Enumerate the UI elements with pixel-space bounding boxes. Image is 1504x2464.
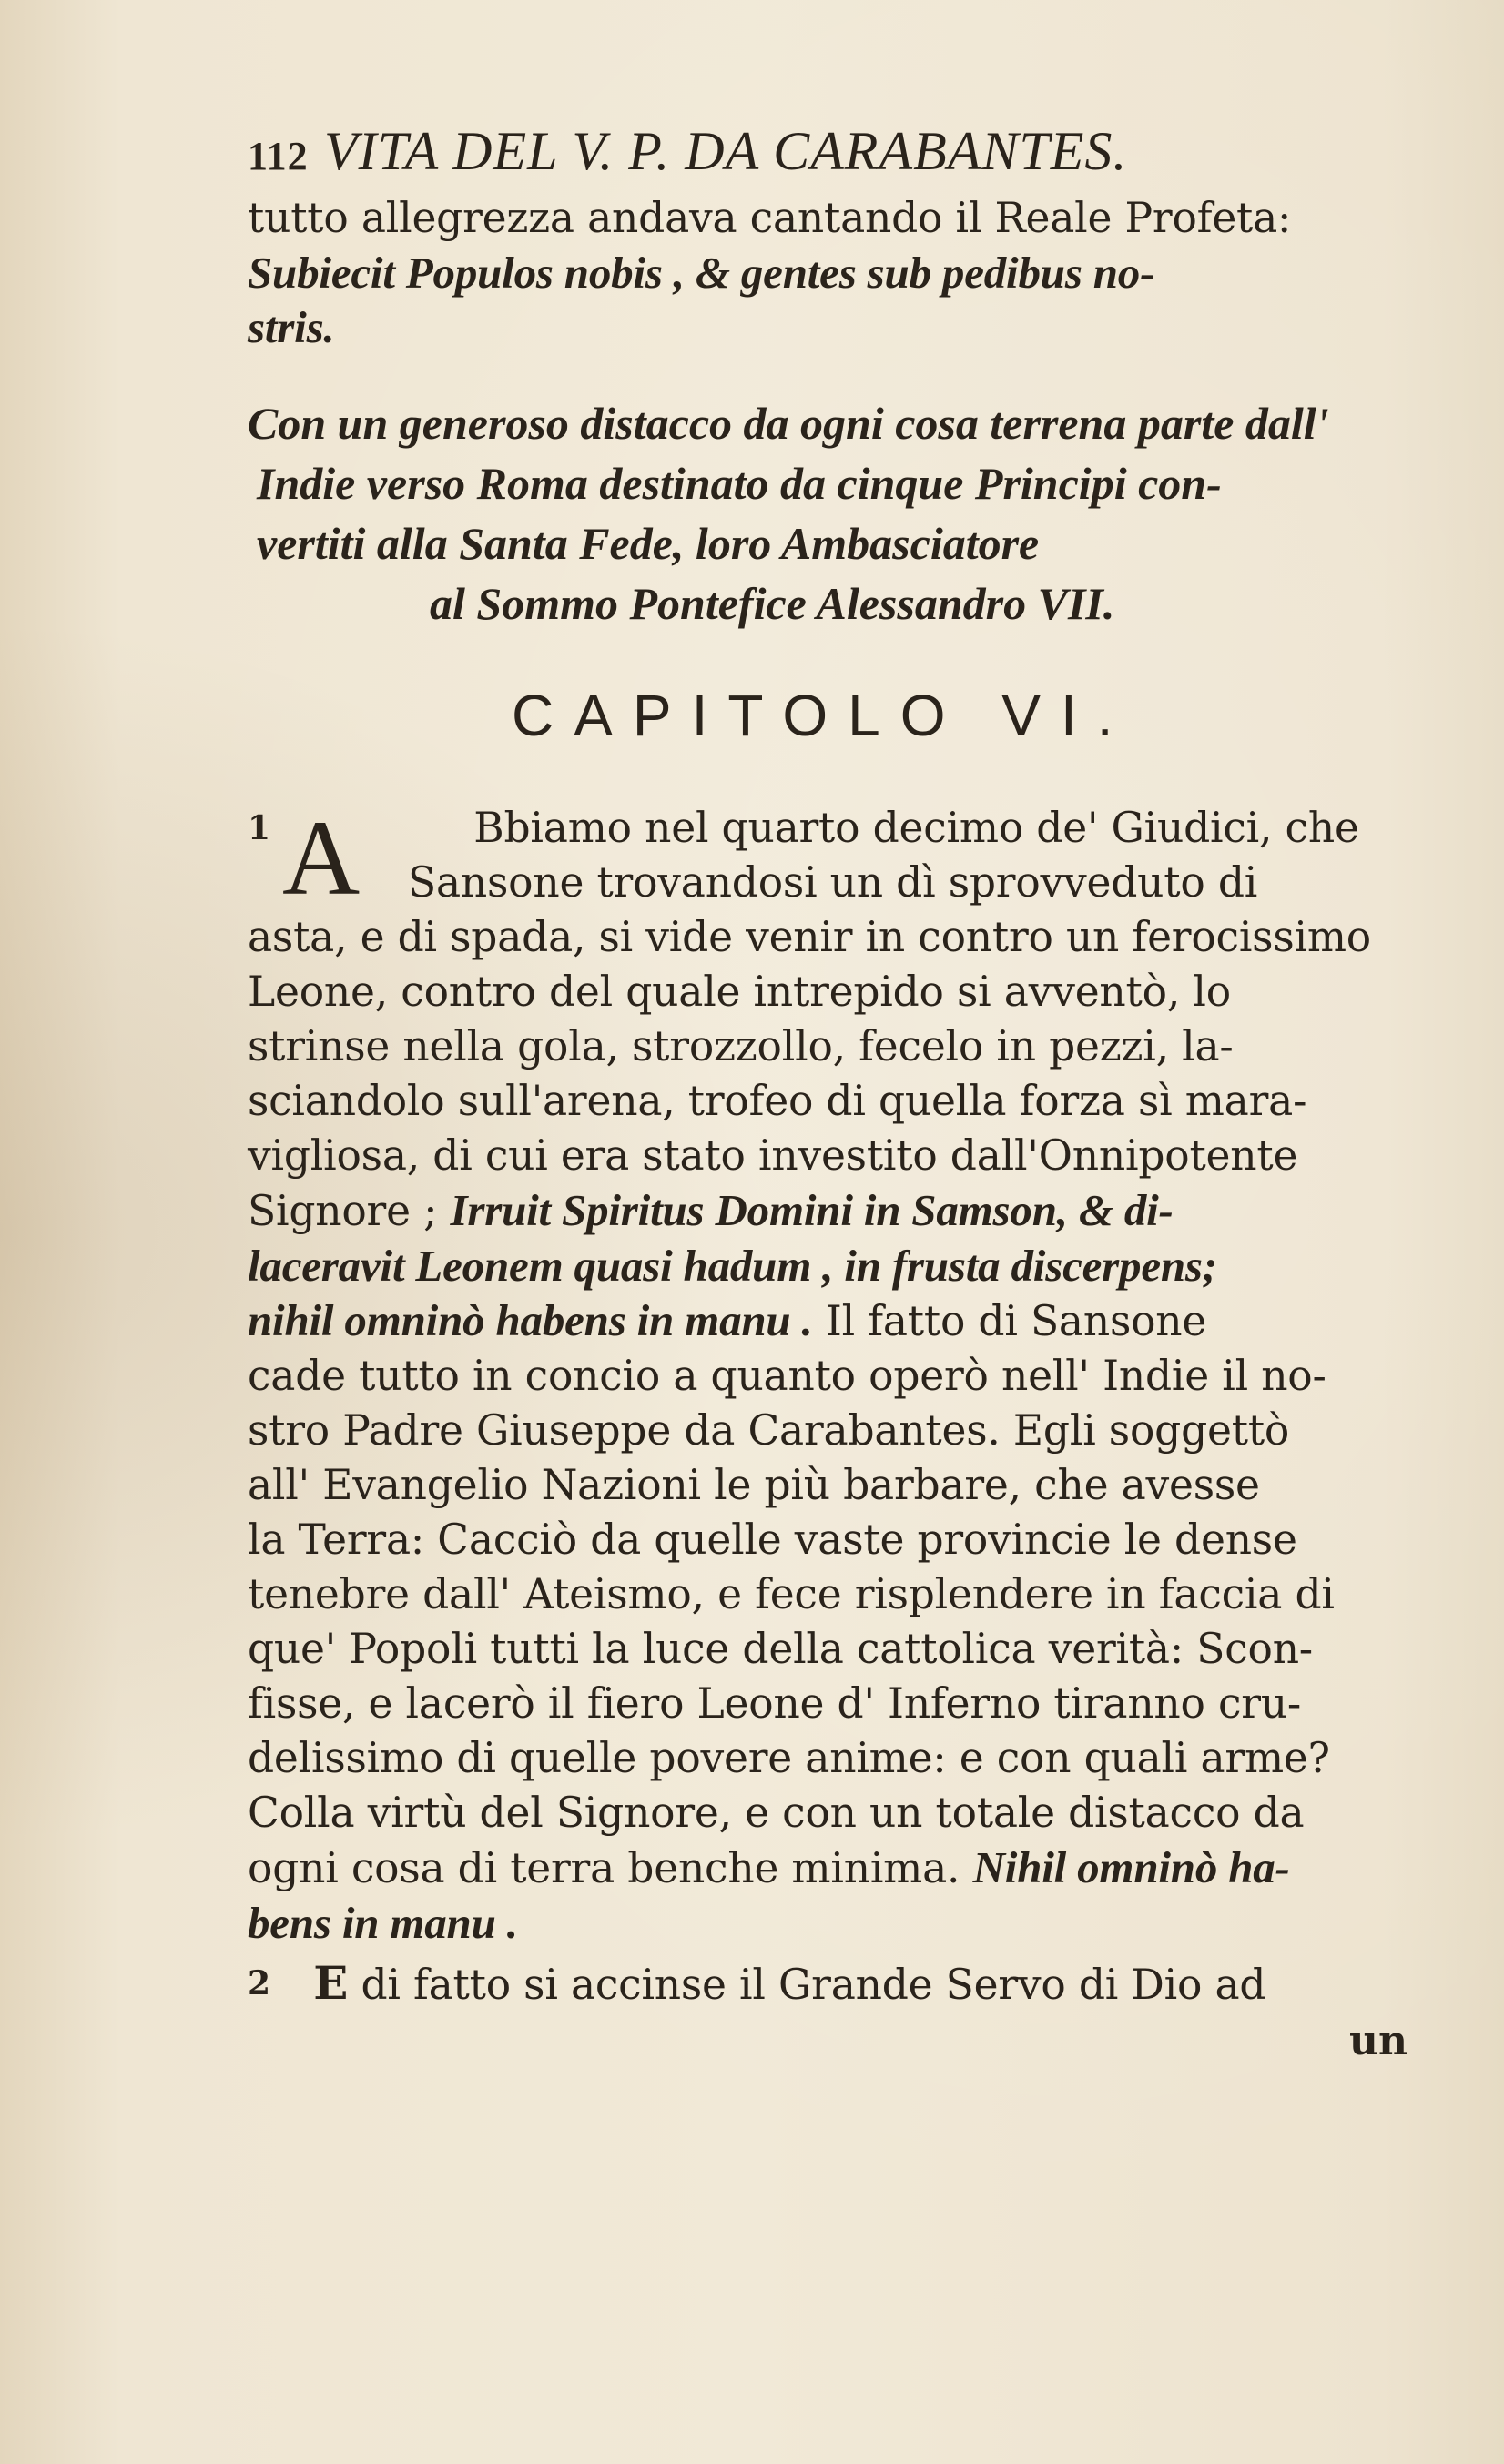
latin-quote-line: bens in manu .: [248, 1898, 518, 1948]
latin-quote: Nihil omninò ha-: [972, 1842, 1290, 1892]
paragraph-1: [248, 798, 1486, 1951]
text-line: Leone, contro del quale intrepido si avventò, lo: [248, 968, 1231, 1016]
paragraph-number: 1: [248, 809, 270, 847]
paragraph-number: 2: [248, 1964, 270, 2003]
argument-line: vertiti alla Santa Fede, loro Ambasciatore: [257, 518, 1040, 569]
argument-line: al Sommo Pontefice Alessandro VII.: [430, 578, 1115, 629]
drop-cap: A: [282, 798, 361, 918]
text-line: delissimo di quelle povere anime: e con quali arme?: [248, 1734, 1330, 1782]
initial-letter: E: [313, 1956, 349, 2010]
text-span: di fatto si accinse il Grande Servo di Dio ad: [361, 1961, 1266, 2009]
text-line: asta, e di spada, si vide venir in contro un ferocissimo: [248, 913, 1371, 961]
text-line: sciandolo sull'arena, trofeo di quella forza sì mara-: [248, 1077, 1307, 1125]
argument-line: Indie verso Roma destinato da cinque Principi con-: [257, 458, 1222, 509]
page-number: 112: [248, 134, 309, 178]
text-line: [248, 1183, 1486, 1239]
text-line: Sansone trovandosi un dì sprovveduto di: [408, 858, 1258, 907]
chapter-argument: [248, 393, 1486, 634]
text-line: cade tutto in concio a quanto operò nell' Indie il no-: [248, 1352, 1326, 1400]
chapter-heading: CAPITOLO VI.: [512, 683, 1133, 748]
catchword: un: [1349, 2018, 1407, 2064]
latin-quote-line: stris.: [248, 302, 335, 352]
latin-quote: Irruit Spiritus Domini in Samson, & di-: [450, 1185, 1174, 1235]
text-line: [248, 1840, 1486, 1896]
text-span: ogni cosa di terra benche minima.: [248, 1844, 960, 1892]
text-line: fisse, e lacerò il fiero Leone d' Inferno tiranno cru-: [248, 1679, 1302, 1728]
latin-quote-line: Subiecit Populos nobis , & gentes sub pedibus no-: [248, 248, 1155, 298]
text-line: Colla virtù del Signore, e con un totale distacco da: [248, 1789, 1305, 1837]
text-span: Bbiamo nel quarto decimo de' Giudici, che: [473, 804, 1359, 852]
text-line: tenebre dall' Ateismo, e fece risplendere in faccia di: [248, 1570, 1335, 1618]
latin-quote: nihil omninò habens in manu .: [248, 1295, 813, 1345]
text-span: Il fatto di Sansone: [825, 1297, 1207, 1345]
running-head: [248, 117, 1486, 191]
text-line: la Terra: Cacciò da quelle vaste provincie le dense: [248, 1516, 1297, 1564]
text-span: Signore ;: [248, 1187, 438, 1235]
text-block: [248, 117, 1486, 2069]
text-line: strinse nella gola, strozzollo, fecelo in pezzi, la-: [248, 1022, 1234, 1070]
text-line: [248, 1293, 1486, 1349]
text-line: stro Padre Giuseppe da Carabantes. Egli soggettò: [248, 1406, 1290, 1455]
text-line: tutto allegrezza andava cantando il Reale Profeta:: [248, 194, 1292, 242]
text-line: vigliosa, di cui era stato investito dall'Onnipotente: [248, 1131, 1298, 1180]
paragraph-2: [248, 1956, 1486, 2013]
text-line: que' Popoli tutti la luce della cattolica verità: Scon-: [248, 1625, 1313, 1673]
running-title: VITA DEL V. P. DA CARABANTES.: [324, 121, 1128, 181]
latin-quote-line: laceravit Leonem quasi hadum , in frusta discerpens;: [248, 1241, 1217, 1291]
text-line: all' Evangelio Nazioni le più barbare, che avesse: [248, 1461, 1260, 1509]
argument-line: Con un generoso distacco da ogni cosa terrena parte dall': [248, 398, 1329, 449]
